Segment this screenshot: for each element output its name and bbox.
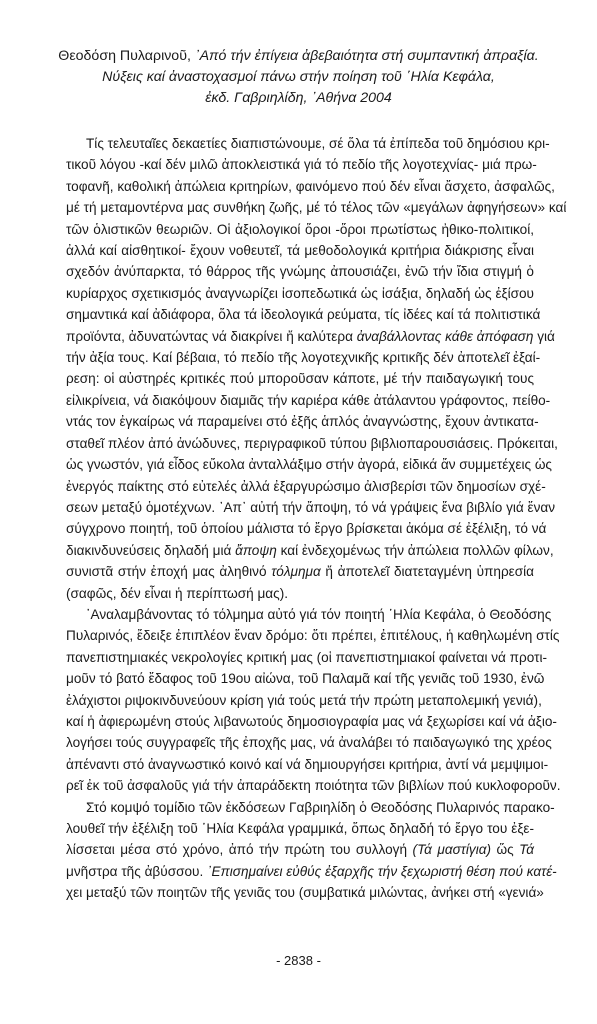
text-segment: ἀπέναντι στό ἀναγνωστικό κοινό καί νά δημιουργήσει κριτήρια, ἀντί νά μεμψιμοι- xyxy=(66,756,549,772)
text-segment: ἐλάχιστοι ριψοκινδυνεύουν κρίση γιά τούς μετά τήν πρώτη μεταπολεμική γενιά), xyxy=(66,692,542,708)
text-segment: (σαφῶς, δέν εἶναι ἡ περίπτωσή μας). xyxy=(66,585,289,601)
text-segment: λουθεῖ τήν ἐξέλιξη τοῦ ῾Ηλία Κεφάλα γραμμικά, ὅπως δηλαδή τό ἔργο του ἐξε- xyxy=(66,821,534,836)
text-segment: μοῦν τό βατό ἔδαφος τοῦ 19ου αἰώνα, τοῦ Παλαμᾶ καί τῆς γενιᾶς τοῦ 1930, ἐνῶ xyxy=(66,671,545,687)
paragraph xyxy=(66,133,567,604)
paragraph xyxy=(66,604,561,797)
text-line xyxy=(66,797,555,818)
text-segment: καί ἡ ἀφιερωμένη στούς λιβανωτούς δημοσιογραφία μας νά ξεχωρίσει καί νά ἀξιο- xyxy=(66,713,557,729)
text-line xyxy=(66,711,557,732)
text-segment: καί ἐνδεχομένως τήν ἀπώλεια πολλῶν φίλων, xyxy=(276,542,554,558)
text-line xyxy=(66,775,561,796)
text-segment: σεων μεταξύ ὁμοτέχνων. ᾿Απ᾿ αὐτή τήν ἄποψη, τό νά γράψεις ἕνα βιβλίο γιά ἕναν xyxy=(66,499,556,515)
text-segment: πανεπιστημιακές νεκρολογίες κριτική μας (οἱ πανεπιστημιακοί φαίνεται νά προτι- xyxy=(66,649,548,665)
text-segment: γιά xyxy=(533,328,555,344)
text-line xyxy=(66,561,534,582)
text-segment: λίσσεται μέσα στό χρόνο, ἀπό τήν πρώτη του συλλογή xyxy=(66,842,413,858)
text-segment: Τίς τελευταῖες δεκαετίες διαπιστώνουμε, σέ ὅλα τά ἐπίπεδα τοῦ δημόσιου κρι- xyxy=(86,136,550,151)
text-segment: μέ τή μεταμοντέρνα μας συνθήκη ζωῆς, μέ τό τέλος τῶν «μεγάλων ἀφηγήσεων» καί xyxy=(66,200,567,216)
text-line xyxy=(66,390,551,411)
text-segment: ὡς γνωστόν, γιά εἶδος εὔκολα ἀνταλλάξιμο στήν ἀγορά, εἰδικά ἄν συμμετέχεις ὡς xyxy=(66,457,552,473)
text-segment: τοφανῆ, καθολική ἀπώλεια κριτηρίων, φαινόμενο πού δέν εἶναι ἄσχετο, ἀσφαλῶς, xyxy=(66,178,555,194)
text-segment: ρεση: οἱ αὐστηρές κριτικές πού μποροῦσαν κάποτε, μέ τήν παιδαγωγική τους xyxy=(66,371,534,387)
header-line-2: Νύξεις καί ἀναστοχασμοί πάνω στήν ποίηση τοῦ ῾Ηλία Κεφάλα, xyxy=(102,69,495,85)
text-segment: ἀλλά καί αἰσθητικοί- ἔχουν νοθευτεῖ, τά μεθοδολογικά κριτήρια διάκρισης εἶναι xyxy=(66,243,534,259)
text-line xyxy=(66,283,534,304)
text-line xyxy=(66,347,541,368)
text-segment: λογήσει τούς συγγραφεῖς τῆς ἐποχῆς μας, νά ἀναλάβει τό παιδαγωγικό της χρέος xyxy=(66,735,552,751)
text-line xyxy=(66,668,545,689)
text-line xyxy=(66,754,549,775)
text-line xyxy=(66,433,558,454)
text-segment: ἤ ἀποτελεῖ διατεταγμένη ὑπηρεσία xyxy=(320,564,535,580)
text-segment: σχεδόν ἀνύπαρκτα, τό θάρρος τῆς γνώμης ἀπουσιάζει, ἐνῶ τήν ἴδια στιγμή ὁ xyxy=(66,264,534,280)
text-segment: τικοῦ λόγου -καί δέν μιλῶ ἀποκλειστικά γιά τό πεδίο τῆς λογοτεχνίας- μιά πρω- xyxy=(66,157,537,173)
text-line xyxy=(66,882,544,903)
page-number: - 2838 - xyxy=(276,953,321,968)
text-line xyxy=(66,261,534,282)
text-line xyxy=(66,540,554,561)
text-line xyxy=(66,818,534,839)
text-segment: ῾Αναλαμβάνοντας τό τόλμημα αὐτό γιά τόν ποιητή ῾Ηλία Κεφάλα, ὁ Θεοδόσης xyxy=(86,606,552,622)
header-line-3: ἐκδ. Γαβριηλίδη, ᾿Αθήνα 2004 xyxy=(205,90,392,106)
text-segment: σημαντικά καί ἀδιάφορα, ὅλα τά ἰδεολογικά ρεύματα, τίς ἰδέες καί τά πολιτιστικά xyxy=(66,307,541,323)
text-segment: εἰλικρίνεια, νά διακόψουν διαμιᾶς τήν καριέρα κάθε ἀτάλαντου γράφοντος, πείθο- xyxy=(66,392,551,408)
text-segment: τήν ἀξία τους. Καί βέβαια, τό πεδίο τῆς λογοτεχνικῆς κριτικῆς δέν ἀποτελεῖ ἐξαί- xyxy=(66,350,541,366)
text-line xyxy=(66,176,555,197)
italic-phrase: ἄποψη xyxy=(235,542,277,558)
text-line xyxy=(66,476,546,497)
header-line-1 xyxy=(40,46,557,67)
text-line xyxy=(66,240,534,261)
text-segment: κυρίαρχος σχετικισμός ἀναγνωρίζει ἰσοπεδωτικά ὡς ἰσάξια, δηλαδή ὡς ἐξίσου xyxy=(66,285,534,301)
text-line xyxy=(66,690,542,711)
text-line xyxy=(66,647,548,668)
text-segment: χει μεταξύ τῶν ποιητῶν τῆς γενιᾶς του (συμβατικά μιλώντας, ἀνήκει στή «γενιά» xyxy=(66,885,544,901)
text-line xyxy=(66,839,534,860)
text-segment: προϊόντα, ἀδυνατώντας νά διακρίνει ἤ καλύτερα xyxy=(66,328,357,344)
text-segment: Πυλαρινός, ἔδειξε ἐπιπλέον ἕναν δρόμο: ὅτι πρέπει, ἐπιτέλους, ἡ καθηλωμένη στίς xyxy=(66,628,560,644)
text-line xyxy=(66,861,557,882)
italic-phrase: (Τά μαστίγια) xyxy=(412,842,491,858)
text-line xyxy=(66,604,552,625)
review-header xyxy=(40,46,557,109)
text-segment: ὥς xyxy=(491,842,520,858)
text-line xyxy=(66,368,534,389)
text-segment: ντάς τον ἐγκαίρως νά παραμείνει στό ἐξῆς ἁπλός ἀναγνώστης, ἔχουν ἀντικατα- xyxy=(66,414,539,430)
text-segment: σύγχρονο ποιητή, τοῦ ὁποίου μάλιστα τό ἔργο βρίσκεται ἀκόμα σέ ἐξέλιξη, τό νά xyxy=(66,521,547,537)
text-line xyxy=(66,154,537,175)
text-line xyxy=(66,732,552,753)
text-line xyxy=(66,625,560,646)
italic-phrase: ᾿Επισημαίνει εὐθύς ἐξαρχῆς τήν ξεχωριστή θέση πού κατέ- xyxy=(203,863,557,879)
header-book-title: ᾿Από τήν ἐπίγεια ἀβεβαιότητα στή συμπαντική ἀπραξία. xyxy=(194,48,539,64)
paragraph xyxy=(66,797,557,904)
text-line xyxy=(66,583,534,604)
text-segment: ἐνεργός παίκτης στό εὐτελές ἀλλά ἐξαργυρώσιμο ἀλισβερίσι τῶν δημοσίων σχέ- xyxy=(66,478,546,494)
review-body xyxy=(66,133,567,904)
text-segment: σταθεῖ πλέον ἀπό ἀνώδυνες, περιγραφικοῦ τύπου βιβλιοπαρουσιάσεις. Πρόκειται, xyxy=(66,435,558,451)
text-segment: τῶν ὁλιστικῶν θεωριῶν. Οἱ ἀξιολογικοί ὅροι -ὅροι πρωτίστως ἠθικο-πολιτικοί, xyxy=(66,221,534,237)
text-segment: ρεῖ ἐκ τοῦ ἀσφαλοῦς γιά τήν ἀπαράδεκτη ποιότητα τῶν βιβλίων πού κυκλοφοροῦν. xyxy=(66,778,561,794)
text-segment: Στό κομψό τομίδιο τῶν ἐκδόσεων Γαβριηλίδη ὁ Θεοδόσης Πυλαρινός παρακο- xyxy=(86,799,555,815)
italic-phrase: ἀναβάλλοντας κάθε ἀπόφαση xyxy=(356,328,534,344)
text-line xyxy=(66,133,550,154)
text-line xyxy=(66,326,555,347)
text-line xyxy=(66,197,567,218)
text-line xyxy=(66,219,534,240)
text-line xyxy=(66,497,556,518)
text-segment: συνιστᾶ στήν ἐποχή μας ἀληθινό xyxy=(66,564,272,580)
italic-phrase: τόλμημα xyxy=(271,564,321,580)
text-line xyxy=(66,518,547,539)
header-author: Θεοδόση Πυλαρινοῦ, xyxy=(58,48,191,64)
text-line xyxy=(66,454,552,475)
text-segment: μνῆστρα τῆς ἀβύσσου. xyxy=(66,863,204,879)
text-line xyxy=(66,304,541,325)
text-line xyxy=(66,411,539,432)
italic-phrase: Τά xyxy=(519,842,534,858)
text-segment: διακινδυνεύσεις δηλαδή μιά xyxy=(66,542,236,558)
